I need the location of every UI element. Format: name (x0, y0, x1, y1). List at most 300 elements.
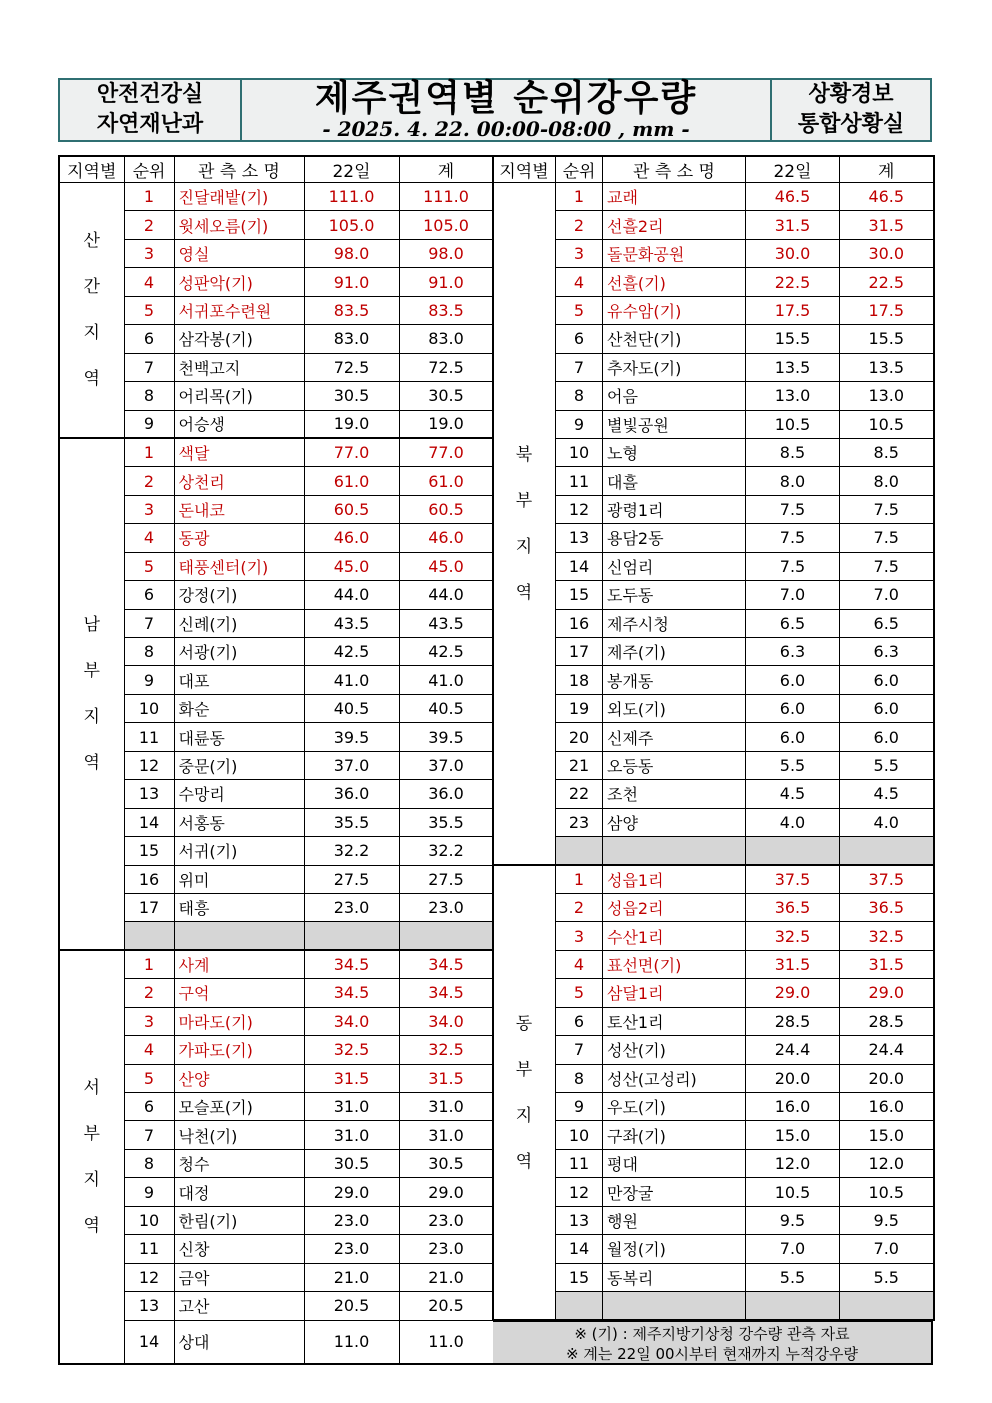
empty-cell (556, 1292, 603, 1320)
table-row (59, 296, 493, 324)
station-name-cell (174, 296, 304, 324)
table-row (493, 524, 934, 552)
total-rainfall-cell: 10.5 (840, 1178, 934, 1206)
station-name-cell (603, 751, 746, 779)
day-rainfall-cell: 7.5 (746, 495, 840, 523)
day-rainfall-cell: 83.0 (304, 325, 399, 353)
day-rainfall-cell: 30.5 (304, 1149, 399, 1177)
station-name: 진달래밭(기) (178, 188, 269, 208)
rank-cell: 6 (556, 1007, 603, 1035)
day-rainfall-cell: 6.0 (746, 666, 840, 694)
table-row (493, 751, 934, 779)
rank-cell: 17 (556, 638, 603, 666)
station-name: 상대 (178, 1333, 210, 1353)
empty-cell (840, 837, 934, 865)
total-rainfall-cell: 7.0 (840, 1235, 934, 1263)
rank-cell: 1 (556, 183, 603, 211)
table-row (493, 1206, 934, 1234)
rank-cell: 11 (124, 723, 174, 751)
rank-cell: 1 (124, 183, 174, 211)
report-subtitle: - 2025. 4. 22. 00:00-08:00 , mm - (322, 117, 690, 141)
total-rainfall-cell: 46.0 (399, 524, 493, 552)
day-rainfall-cell: 77.0 (304, 438, 399, 466)
rank-cell: 4 (124, 524, 174, 552)
total-rainfall-cell: 17.5 (840, 296, 934, 324)
rank-cell: 11 (124, 1235, 174, 1263)
table-row (493, 893, 934, 921)
rank-cell: 1 (124, 950, 174, 978)
col-total-header: 계 (399, 156, 493, 183)
station-name: 대포 (178, 671, 210, 691)
empty-row (59, 922, 493, 950)
day-rainfall-cell: 31.5 (304, 1064, 399, 1092)
department-box (60, 80, 242, 140)
total-rainfall-cell: 77.0 (399, 438, 493, 466)
rank-cell: 13 (556, 524, 603, 552)
rank-cell: 16 (124, 865, 174, 893)
station-name-cell (603, 893, 746, 921)
station-name: 돌문화공원 (607, 245, 685, 265)
station-name: 삼각봉(기) (178, 330, 253, 350)
rank-cell: 11 (556, 1149, 603, 1177)
day-rainfall-cell: 32.5 (746, 922, 840, 950)
rank-cell: 5 (124, 552, 174, 580)
total-rainfall-cell: 21.0 (399, 1263, 493, 1291)
station-name: 성산(기) (607, 1041, 666, 1061)
station-name: 대정 (178, 1183, 210, 1203)
station-name-cell (603, 552, 746, 580)
station-name-cell (174, 723, 304, 751)
station-name: 표선면(기) (607, 956, 682, 976)
rank-cell: 15 (556, 581, 603, 609)
station-name-cell (603, 723, 746, 751)
region-label-text: 서 부 지 역 (83, 1078, 100, 1237)
total-rainfall-cell: 30.0 (840, 239, 934, 267)
table-row (59, 723, 493, 751)
station-name-cell (603, 183, 746, 211)
rank-cell: 8 (124, 1149, 174, 1177)
day-rainfall-cell: 6.5 (746, 609, 840, 637)
day-rainfall-cell: 19.0 (304, 410, 399, 438)
day-rainfall-cell: 46.5 (746, 183, 840, 211)
day-rainfall-cell: 35.5 (304, 808, 399, 836)
station-name-cell (603, 467, 746, 495)
station-name-cell (603, 1149, 746, 1177)
station-name: 산양 (178, 1069, 210, 1089)
day-rainfall-cell: 23.0 (304, 1235, 399, 1263)
rank-cell: 1 (556, 865, 603, 893)
station-name-cell (174, 1064, 304, 1092)
day-rainfall-cell: 17.5 (746, 296, 840, 324)
table-row (59, 1292, 493, 1320)
rank-cell: 15 (556, 1263, 603, 1291)
table-row (493, 1064, 934, 1092)
total-rainfall-cell: 6.5 (840, 609, 934, 637)
rank-cell: 5 (124, 1064, 174, 1092)
table-row (59, 524, 493, 552)
footnote-box (493, 1321, 933, 1365)
station-name-cell (603, 495, 746, 523)
station-name: 만장굴 (607, 1183, 654, 1203)
day-rainfall-cell: 21.0 (304, 1263, 399, 1291)
station-name-cell (603, 1121, 746, 1149)
table-row (59, 950, 493, 978)
region-label-west (59, 950, 124, 1364)
table-row (59, 1320, 493, 1364)
station-name: 청수 (178, 1155, 210, 1175)
day-rainfall-cell: 31.0 (304, 1121, 399, 1149)
rank-cell: 8 (556, 1064, 603, 1092)
day-rainfall-cell: 7.5 (746, 552, 840, 580)
station-name-cell (603, 1178, 746, 1206)
total-rainfall-cell: 6.0 (840, 666, 934, 694)
station-name: 동광 (178, 529, 210, 549)
day-rainfall-cell: 61.0 (304, 467, 399, 495)
total-rainfall-cell: 23.0 (399, 1206, 493, 1234)
station-name-cell (174, 325, 304, 353)
table-row (59, 239, 493, 267)
rank-cell: 7 (556, 1036, 603, 1064)
rank-cell: 7 (556, 353, 603, 381)
station-name: 강정(기) (178, 586, 238, 606)
day-rainfall-cell: 11.0 (304, 1320, 399, 1364)
rank-cell: 4 (124, 1036, 174, 1064)
col-total-header: 계 (840, 156, 934, 183)
station-name-cell (603, 524, 746, 552)
total-rainfall-cell: 13.0 (840, 382, 934, 410)
total-rainfall-cell: 32.2 (399, 837, 493, 865)
report-header (58, 78, 932, 142)
station-name-cell (174, 467, 304, 495)
rank-cell: 13 (124, 780, 174, 808)
station-name-cell (174, 666, 304, 694)
rank-cell: 22 (556, 780, 603, 808)
station-name: 사계 (178, 956, 210, 976)
total-rainfall-cell: 4.0 (840, 808, 934, 836)
total-rainfall-cell: 72.5 (399, 353, 493, 381)
station-name-cell (603, 609, 746, 637)
table-row (59, 1093, 493, 1121)
total-rainfall-cell: 31.5 (399, 1064, 493, 1092)
day-rainfall-cell: 34.5 (304, 979, 399, 1007)
station-name-cell (603, 410, 746, 438)
region-label-south (59, 438, 124, 950)
total-rainfall-cell: 15.0 (840, 1121, 934, 1149)
day-rainfall-cell: 7.5 (746, 524, 840, 552)
empty-cell (399, 922, 493, 950)
station-name: 성산(고성리) (607, 1069, 697, 1089)
total-rainfall-cell: 5.5 (840, 1263, 934, 1291)
station-name: 서광(기) (178, 643, 238, 663)
rank-cell: 19 (556, 694, 603, 722)
footnote-line1: ※ (기) : 제주지방기상청 강수량 관측 자료 (574, 1325, 850, 1343)
table-row (493, 296, 934, 324)
station-name: 중문(기) (178, 756, 238, 776)
day-rainfall-cell: 6.0 (746, 694, 840, 722)
day-rainfall-cell: 31.5 (746, 211, 840, 239)
rank-cell: 15 (124, 837, 174, 865)
table-row (59, 183, 493, 211)
rank-cell: 4 (556, 950, 603, 978)
station-name-cell (174, 1292, 304, 1320)
day-rainfall-cell: 28.5 (746, 1007, 840, 1035)
station-name-cell (174, 1036, 304, 1064)
station-name: 대흘 (607, 472, 638, 492)
total-rainfall-cell: 30.5 (399, 1149, 493, 1177)
day-rainfall-cell: 72.5 (304, 353, 399, 381)
table-row (493, 467, 934, 495)
total-rainfall-cell: 61.0 (399, 467, 493, 495)
table-row (59, 552, 493, 580)
day-rainfall-cell: 5.5 (746, 751, 840, 779)
station-name-cell (603, 1064, 746, 1092)
day-rainfall-cell: 9.5 (746, 1206, 840, 1234)
station-name: 구좌(기) (607, 1126, 666, 1146)
region-label-text: 북 부 지 역 (515, 444, 533, 603)
station-name-cell (174, 438, 304, 466)
total-rainfall-cell: 37.5 (840, 865, 934, 893)
day-rainfall-cell: 13.0 (746, 382, 840, 410)
total-rainfall-cell: 41.0 (399, 666, 493, 694)
station-name-cell (603, 638, 746, 666)
total-rainfall-cell: 19.0 (399, 410, 493, 438)
station-name-cell (174, 410, 304, 438)
office-line2: 통합상황실 (797, 112, 905, 137)
total-rainfall-cell: 46.5 (840, 183, 934, 211)
empty-cell (840, 1292, 934, 1320)
station-name-cell (174, 1149, 304, 1177)
rank-cell: 12 (124, 1263, 174, 1291)
rank-cell: 13 (124, 1292, 174, 1320)
table-row (493, 666, 934, 694)
station-name-cell (174, 979, 304, 1007)
station-name: 태풍센터(기) (178, 557, 269, 577)
table-row (59, 1121, 493, 1149)
table-row (493, 1263, 934, 1291)
day-rainfall-cell: 10.5 (746, 410, 840, 438)
day-rainfall-cell: 16.0 (746, 1093, 840, 1121)
table-row (493, 382, 934, 410)
rank-cell: 2 (124, 211, 174, 239)
station-name: 화순 (178, 700, 210, 720)
station-name: 어승생 (178, 415, 225, 435)
table-header-row (59, 156, 493, 183)
total-rainfall-cell: 42.5 (399, 638, 493, 666)
station-name: 신창 (178, 1240, 210, 1260)
table-row (59, 1178, 493, 1206)
station-name: 오등동 (607, 756, 654, 776)
total-rainfall-cell: 83.5 (399, 296, 493, 324)
station-name-cell (603, 780, 746, 808)
region-label-text: 산 간 지 역 (83, 231, 100, 390)
region-label-east (493, 865, 556, 1320)
total-rainfall-cell: 60.5 (399, 495, 493, 523)
total-rainfall-cell: 23.0 (399, 1235, 493, 1263)
station-name: 서귀포수련원 (178, 301, 272, 321)
rank-cell: 6 (556, 325, 603, 353)
station-name-cell (174, 524, 304, 552)
station-name-cell (174, 1235, 304, 1263)
day-rainfall-cell: 7.0 (746, 1235, 840, 1263)
total-rainfall-cell: 6.0 (840, 723, 934, 751)
col-station-header: 관 측 소 명 (174, 156, 304, 183)
total-rainfall-cell: 11.0 (399, 1320, 493, 1364)
day-rainfall-cell: 29.0 (746, 979, 840, 1007)
total-rainfall-cell: 16.0 (840, 1093, 934, 1121)
day-rainfall-cell: 44.0 (304, 581, 399, 609)
day-rainfall-cell: 111.0 (304, 183, 399, 211)
day-rainfall-cell: 31.5 (746, 950, 840, 978)
rank-cell: 14 (556, 1235, 603, 1263)
table-row (493, 922, 934, 950)
rank-cell: 18 (556, 666, 603, 694)
rank-cell: 3 (124, 239, 174, 267)
day-rainfall-cell: 36.5 (746, 893, 840, 921)
table-row (493, 1235, 934, 1263)
total-rainfall-cell: 6.0 (840, 694, 934, 722)
table-row (59, 893, 493, 921)
station-name-cell (603, 950, 746, 978)
rank-cell: 8 (124, 638, 174, 666)
station-name: 상천리 (178, 472, 225, 492)
station-name-cell (174, 239, 304, 267)
department-line2: 자연재난과 (96, 112, 204, 137)
station-name: 대륜동 (178, 728, 225, 748)
station-name-cell (174, 268, 304, 296)
station-name: 제주시청 (607, 614, 669, 634)
station-name-cell (174, 1007, 304, 1035)
rank-cell: 3 (124, 495, 174, 523)
total-rainfall-cell: 29.0 (840, 979, 934, 1007)
day-rainfall-cell: 15.0 (746, 1121, 840, 1149)
table-row (59, 638, 493, 666)
station-name: 외도(기) (607, 700, 666, 720)
total-rainfall-cell: 29.0 (399, 1178, 493, 1206)
total-rainfall-cell: 7.5 (840, 524, 934, 552)
table-row (59, 1235, 493, 1263)
station-name: 구억 (178, 984, 210, 1004)
table-row (59, 1036, 493, 1064)
total-rainfall-cell: 45.0 (399, 552, 493, 580)
station-name-cell (174, 1178, 304, 1206)
station-name-cell (174, 1320, 304, 1364)
day-rainfall-cell: 13.5 (746, 353, 840, 381)
day-rainfall-cell: 41.0 (304, 666, 399, 694)
rank-cell: 9 (124, 410, 174, 438)
rank-cell: 5 (556, 979, 603, 1007)
total-rainfall-cell: 15.5 (840, 325, 934, 353)
day-rainfall-cell: 10.5 (746, 1178, 840, 1206)
station-name: 서귀(기) (178, 842, 238, 862)
station-name: 제주(기) (607, 643, 666, 663)
total-rainfall-cell: 10.5 (840, 410, 934, 438)
day-rainfall-cell: 31.0 (304, 1093, 399, 1121)
day-rainfall-cell: 7.0 (746, 581, 840, 609)
station-name-cell (603, 239, 746, 267)
rank-cell: 2 (124, 467, 174, 495)
station-name-cell (603, 1036, 746, 1064)
station-name-cell (174, 495, 304, 523)
station-name: 봉개동 (607, 671, 654, 691)
station-name: 도두동 (607, 586, 654, 606)
day-rainfall-cell: 45.0 (304, 552, 399, 580)
total-rainfall-cell: 32.5 (399, 1036, 493, 1064)
total-rainfall-cell: 20.5 (399, 1292, 493, 1320)
table-row (493, 865, 934, 893)
table-row (59, 1263, 493, 1291)
table-header-row (493, 156, 934, 183)
total-rainfall-cell: 91.0 (399, 268, 493, 296)
empty-row (493, 837, 934, 865)
station-name-cell (603, 1263, 746, 1291)
empty-cell (556, 837, 603, 865)
empty-cell (746, 1292, 840, 1320)
table-row (493, 638, 934, 666)
table-row (59, 353, 493, 381)
station-name: 월정(기) (607, 1240, 666, 1260)
station-name-cell (603, 1235, 746, 1263)
station-name: 선흘2리 (607, 216, 664, 236)
rank-cell: 6 (124, 581, 174, 609)
day-rainfall-cell: 20.0 (746, 1064, 840, 1092)
station-name: 고산 (178, 1297, 210, 1317)
total-rainfall-cell: 27.5 (399, 865, 493, 893)
table-row (493, 325, 934, 353)
table-row (493, 979, 934, 1007)
table-row (59, 837, 493, 865)
total-rainfall-cell: 12.0 (840, 1149, 934, 1177)
station-name: 유수암(기) (607, 301, 682, 321)
table-row (493, 239, 934, 267)
table-row (493, 183, 934, 211)
total-rainfall-cell: 37.0 (399, 751, 493, 779)
table-row (59, 1064, 493, 1092)
table-row (59, 438, 493, 466)
day-rainfall-cell: 23.0 (304, 1206, 399, 1234)
total-rainfall-cell: 8.0 (840, 467, 934, 495)
station-name-cell (174, 353, 304, 381)
day-rainfall-cell: 8.0 (746, 467, 840, 495)
station-name: 토산1리 (607, 1012, 664, 1032)
rank-cell: 7 (124, 1121, 174, 1149)
empty-cell (124, 922, 174, 950)
station-name-cell (174, 609, 304, 637)
station-name: 모슬포(기) (178, 1098, 253, 1118)
station-name: 마라도(기) (178, 1012, 253, 1032)
total-rainfall-cell: 44.0 (399, 581, 493, 609)
rank-cell: 9 (124, 666, 174, 694)
rank-cell: 16 (556, 609, 603, 637)
total-rainfall-cell: 9.5 (840, 1206, 934, 1234)
col-rank-header: 순위 (556, 156, 603, 183)
station-name: 돈내코 (178, 501, 225, 521)
total-rainfall-cell: 28.5 (840, 1007, 934, 1035)
rank-cell: 23 (556, 808, 603, 836)
rank-cell: 3 (556, 239, 603, 267)
table-row (59, 666, 493, 694)
table-row (493, 1036, 934, 1064)
station-name: 윗세오름(기) (178, 216, 269, 236)
table-row (493, 609, 934, 637)
table-row (493, 1121, 934, 1149)
day-rainfall-cell: 20.5 (304, 1292, 399, 1320)
station-name-cell (603, 438, 746, 466)
rank-cell: 21 (556, 751, 603, 779)
department-line1: 안전건강실 (96, 82, 204, 107)
total-rainfall-cell: 34.5 (399, 979, 493, 1007)
footnote-line2: ※ 계는 22일 00시부터 현재까지 누적강우량 (566, 1345, 858, 1363)
table-row (493, 495, 934, 523)
